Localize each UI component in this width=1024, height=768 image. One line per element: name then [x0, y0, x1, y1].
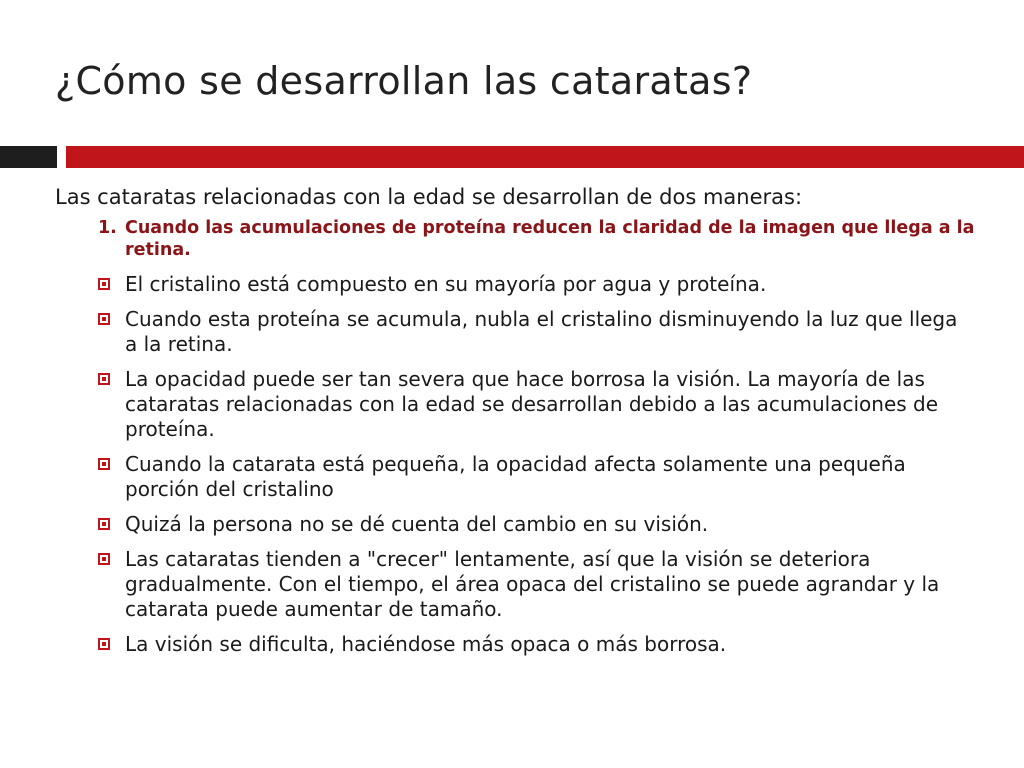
bullet-list	[55, 272, 975, 657]
square-bullet-icon	[98, 553, 110, 565]
bullet-text: La opacidad puede ser tan severa que hace borrosa la visión. La mayoría de las cataratas relacionadas con la edad se desarrollan debido a las acumulaciones de proteína.	[125, 367, 939, 441]
slide-title: ¿Cómo se desarrollan las cataratas?	[55, 59, 753, 103]
title-divider-red	[66, 146, 1024, 168]
numbered-item-number: 1.	[98, 218, 117, 238]
bullet-text: Cuando esta proteína se acumula, nubla el cristalino disminuyendo la luz que llega a la retina.	[125, 307, 958, 356]
list-item	[55, 547, 965, 622]
square-bullet-icon	[98, 278, 110, 290]
list-item	[55, 452, 965, 502]
bullet-text: La visión se dificulta, haciéndose más opaca o más borrosa.	[125, 632, 727, 656]
list-item	[55, 632, 965, 657]
square-bullet-icon	[98, 518, 110, 530]
numbered-item	[55, 217, 975, 261]
numbered-item-text: Cuando las acumulaciones de proteína reducen la claridad de la imagen que llega a la retina.	[125, 218, 975, 260]
title-divider-dark	[0, 146, 57, 168]
square-bullet-icon	[98, 638, 110, 650]
bullet-text: Quizá la persona no se dé cuenta del cambio en su visión.	[125, 512, 709, 536]
bullet-text: Las cataratas tienden a "crecer" lentamente, así que la visión se deteriora gradualmente. Con el tiempo, el área opaca del cristalino se puede agrandar y la catarata puede aumentar de tamaño.	[125, 547, 940, 621]
slide-body	[55, 184, 975, 667]
bullet-text: Cuando la catarata está pequeña, la opacidad afecta solamente una pequeña porción del cristalino	[125, 452, 906, 501]
intro-text: Las cataratas relacionadas con la edad se desarrollan de dos maneras:	[55, 185, 803, 209]
list-item	[55, 307, 965, 357]
list-item	[55, 272, 965, 297]
square-bullet-icon	[98, 313, 110, 325]
square-bullet-icon	[98, 458, 110, 470]
list-item	[55, 367, 965, 442]
bullet-text: El cristalino está compuesto en su mayoría por agua y proteína.	[125, 272, 767, 296]
square-bullet-icon	[98, 373, 110, 385]
list-item	[55, 512, 965, 537]
